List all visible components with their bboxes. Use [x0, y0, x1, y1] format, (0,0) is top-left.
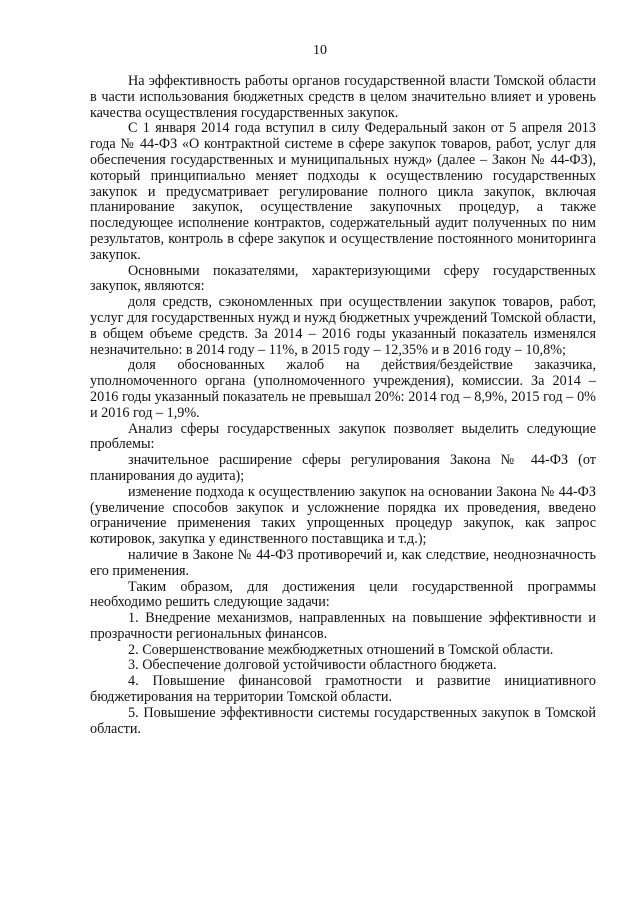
paragraph-tasks-heading: Таким образом, для достижения цели государственной программы необходимо решить следующие задачи: [90, 578, 596, 611]
document-body [90, 74, 596, 737]
paragraph-task-2: 2. Совершенствование межбюджетных отношений в Томской области. [128, 641, 554, 658]
paragraph-law-44fz: С 1 января 2014 года вступил в силу Федеральный закон от 5 апреля 2013 года № 44-ФЗ «О контрактной системе в сфере закупок товаров, работ, услуг для обеспечения государственных и муниципальных нужд» (далее – Закон № 44-ФЗ), который принципиально меняет подходы к осуществлению государственных закупок и предусматривает регулирование полного цикла закупок, включая планирование закупок, осуществление закупочных процедур, а также последующее исполнение контрактов, содержательный аудит полученных по ним результатов, контроль в сфере закупок и осуществление постоянного мониторинга закупок. [90, 120, 596, 263]
page-number: 10 [313, 43, 327, 58]
paragraph-task-5: 5. Повышение эффективности системы государственных закупок в Томской области. [90, 704, 596, 737]
paragraph-problem-2: изменение подхода к осуществлению закупок на основании Закона № 44-ФЗ (увеличение способов закупок и усложнение порядка их проведения, введено ограничение применения таких упрощенных процедур закупок, как запрос котировок, закупка у единственного поставщика и т.д.); [90, 483, 596, 548]
paragraph-problem-1: значительное расширение сферы регулирования Закона № 44-ФЗ (от планирования до аудита); [90, 452, 596, 484]
paragraph-intro: На эффективность работы органов государственной власти Томской области в части использования бюджетных средств в целом значительно влияет и уровень качества осуществления государственных закупок. [90, 73, 596, 121]
paragraph-task-3: 3. Обеспечение долговой устойчивости областного бюджета. [128, 657, 497, 674]
paragraph-problem-3: наличие в Законе № 44-ФЗ противоречий и, как следствие, неоднозначность его применения. [90, 546, 596, 579]
paragraph-indicators-heading: Основными показателями, характеризующими сферу государственных закупок, являются: [90, 262, 596, 295]
paragraph-problems-heading: Анализ сферы государственных закупок позволяет выделить следующие проблемы: [90, 420, 596, 453]
paragraph-task-1: 1. Внедрение механизмов, направленных на повышение эффективности и прозрачности региональных финансов. [90, 610, 596, 642]
paragraph-indicator-savings: доля средств, сэкономленных при осуществлении закупок товаров, работ, услуг для государственных нужд и нужд бюджетных учреждений Томской области, в общем объеме средств. За 2014 – 2016 годы указанный показатель изменялся незначительно: в 2014 году – 11%, в 2015 году – 12,35% и в 2016 году – 10,8%; [90, 294, 596, 358]
paragraph-indicator-complaints: доля обоснованных жалоб на действия/бездействие заказчика, уполномоченного органа (уполномоченного учреждения), комиссии. За 2014 – 2016 годы указанный показатель не превышал 20%: 2014 год – 8,9%, 2015 год – 0% и 2016 год – 1,9%. [90, 357, 596, 421]
paragraph-task-4: 4. Повышение финансовой грамотности и развитие инициативного бюджетирования на территории Томской области. [90, 673, 596, 706]
